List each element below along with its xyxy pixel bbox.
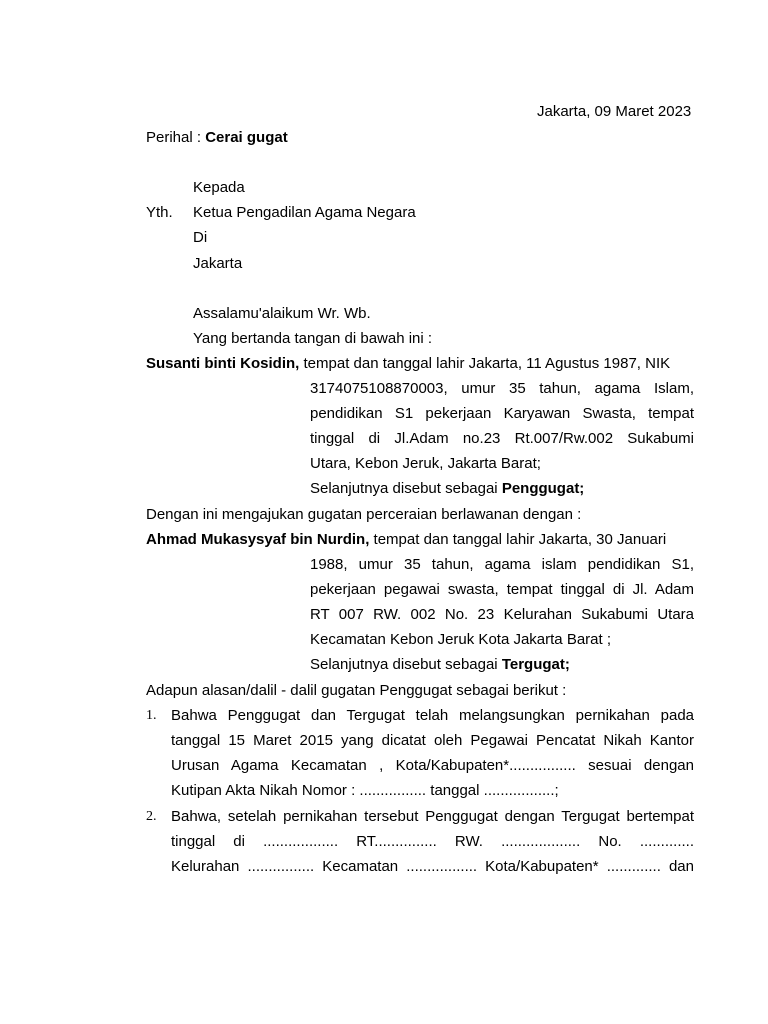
plaintiff-designation-line [310, 480, 584, 498]
place-date: Jakarta, 09 Maret 2023 [537, 103, 692, 120]
perihal-label: Perihal : [146, 129, 206, 146]
defendant-line-3: pekerjaan pegawai swasta, tempat tinggal di Jl. Adam [310, 581, 694, 598]
recipient-city: Jakarta [193, 255, 243, 272]
plaintiff-designation: Penggugat; [501, 480, 585, 497]
reason-2-line-1: Bahwa, setelah pernikahan tersebut Penggugat dengan Tergugat bertempat [171, 808, 694, 825]
perihal-line [146, 129, 288, 147]
defendant-designation: Tergugat; [501, 656, 570, 673]
plaintiff-line-5: Utara, Kebon Jeruk, Jakarta Barat; [310, 455, 541, 472]
transition-text: Dengan ini mengajukan gugatan perceraian berlawanan dengan : [146, 506, 582, 523]
yth-label: Yth. [146, 204, 173, 221]
reason-1-number: 1. [146, 708, 157, 723]
defendant-name: Ahmad Mukasysyaf bin Nurdin, [146, 531, 370, 548]
plaintiff-line-1: tempat dan tanggal lahir Jakarta, 11 Agustus 1987, NIK [303, 355, 671, 372]
reason-2-number: 2. [146, 809, 157, 824]
recipient: Ketua Pengadilan Agama Negara [193, 204, 416, 221]
kepada-label: Kepada [193, 179, 245, 196]
reason-1-line-2: tanggal 15 Maret 2015 yang dicatat oleh Pegawai Pencatat Nikah Kantor [171, 732, 694, 749]
defendant-line-2: 1988, umur 35 tahun, agama islam pendidikan S1, [310, 556, 694, 573]
plaintiff-name-line [146, 355, 670, 373]
reasons-intro: Adapun alasan/dalil - dalil gugatan Penggugat sebagai berikut : [146, 682, 567, 699]
plaintiff-line-4: tinggal di Jl.Adam no.23 Rt.007/Rw.002 Sukabumi [310, 430, 694, 447]
di-label: Di [193, 229, 208, 246]
intro-text: Yang bertanda tangan di bawah ini : [193, 330, 433, 347]
reason-1-line-1: Bahwa Penggugat dan Tergugat telah melangsungkan pernikahan pada [171, 707, 694, 724]
defendant-designation-prefix: Selanjutnya disebut sebagai [310, 656, 502, 673]
reason-1-line-3: Urusan Agama Kecamatan , Kota/Kabupaten*................ sesuai dengan [171, 757, 694, 774]
plaintiff-line-2: 3174075108870003, umur 35 tahun, agama Islam, [310, 380, 694, 397]
defendant-line-1: tempat dan tanggal lahir Jakarta, 30 Januari [373, 531, 667, 548]
plaintiff-designation-prefix: Selanjutnya disebut sebagai [310, 480, 502, 497]
defendant-line-4: RT 007 RW. 002 No. 23 Kelurahan Sukabumi Utara [310, 606, 694, 623]
plaintiff-line-3: pendidikan S1 pekerjaan Karyawan Swasta, tempat [310, 405, 694, 422]
perihal-value: Cerai gugat [205, 129, 288, 146]
greeting: Assalamu'alaikum Wr. Wb. [193, 305, 371, 322]
reason-2-line-3: Kelurahan ................ Kecamatan ................. Kota/Kabupaten* ............. dan [171, 858, 694, 875]
plaintiff-name: Susanti binti Kosidin, [146, 355, 300, 372]
defendant-designation-line [310, 656, 570, 674]
reason-2-line-2: tinggal di .................. RT............... RW. ................... No. ............. [171, 833, 694, 850]
reason-1-line-4: Kutipan Akta Nikah Nomor : ................ tanggal .................; [171, 782, 559, 799]
defendant-line-5: Kecamatan Kebon Jeruk Kota Jakarta Barat ; [310, 631, 612, 648]
defendant-name-line [146, 531, 666, 549]
